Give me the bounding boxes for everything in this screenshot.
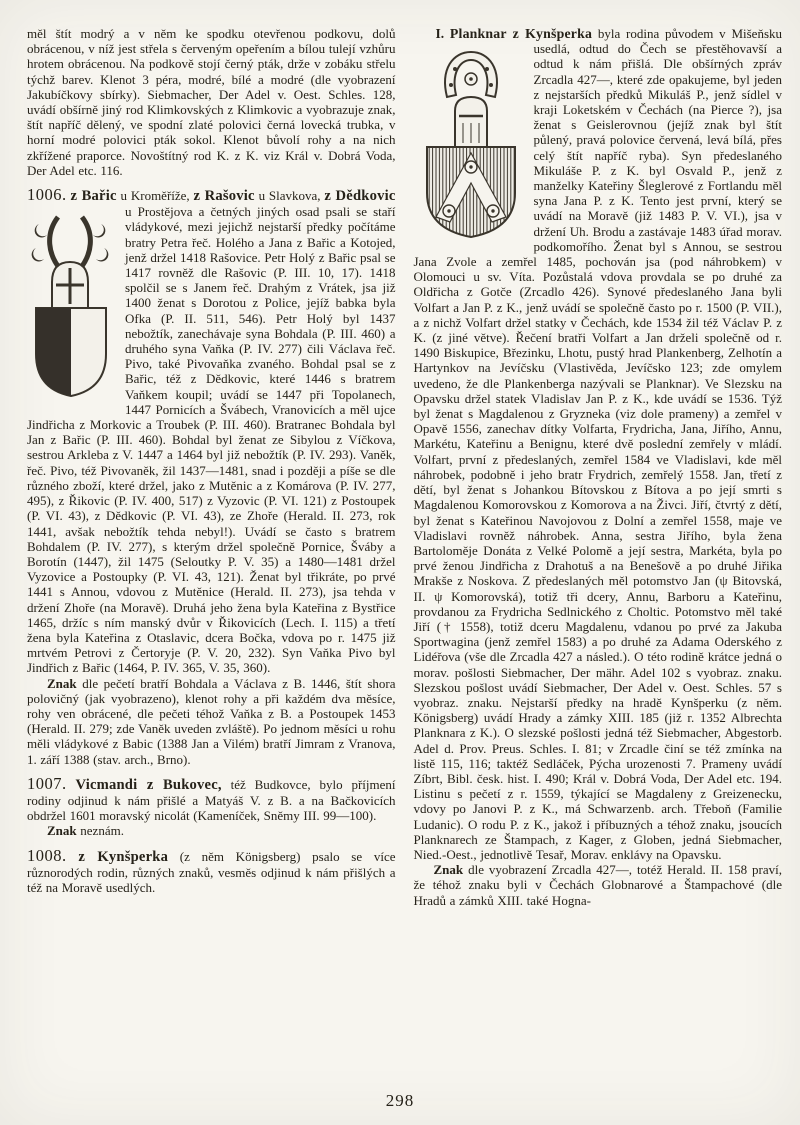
entry-lead-text: byla rodina původem	[592, 26, 714, 41]
entry-body-text: též Budkovce, bylo příjmení rodiny odjinud k nám přišlé a Matyáš V. z B. a na Bačkovicích obdržel 1601 moravský nicolát (Kameníček, Sněmy III. 99—100).	[27, 776, 396, 824]
family-name-dedkovice: z Dědkovic	[324, 188, 396, 205]
family-name-vicmandi: Vicmandi z Bukovec,	[75, 776, 222, 793]
barice-coat-of-arms-figure	[27, 208, 115, 400]
entry-text: u Slavkova,	[254, 188, 321, 204]
entry-number: 1007.	[27, 773, 67, 793]
coat-of-arms-halved-shield-icon	[27, 208, 115, 400]
roman-numeral: I.	[435, 26, 445, 41]
left-column	[27, 26, 396, 908]
entry-body-text: (z něm Königsberg) psalo se více různorodých rodin, různých znaků, vesměs odjinud k nám přišlých a též na Moravě usedlých.	[27, 848, 396, 895]
znak-label: Znak	[47, 675, 77, 691]
znak-paragraph-1006	[27, 676, 396, 767]
znak-paragraph-1007	[27, 823, 396, 838]
page-number: 298	[385, 1091, 415, 1110]
family-name-barice: z Bařic	[70, 188, 117, 205]
entry-1006	[27, 187, 396, 676]
entry-1008	[27, 845, 396, 896]
entry-text: u Kroměříže,	[116, 188, 194, 204]
coat-of-arms-chevron-roses-icon	[418, 45, 524, 241]
paragraph-continuation: měl štít modrý a v něm ke spodku otevřenou podkovu, dolů obrácenou, v níž jest střela s červeným opeřením a bílou tulejí vzhůru hrotem obrácenou. Na podkově stojí černý pták, drže v zobáku střelu týchž barev. Klenot 3 péra, modré, bílé a modré (dle vyobrazení Jakubíčkovy sbírky). Siebmacher, Der Adel v. Oest. Schles. 128, uvádí obšírně jiný rod Klimkovských z Klimkovic a vyobrazuje znak, štít napříč dělený, ve spodní zlaté polovici černá lovecká trubka, v horní modré polovici pták sokol. Klenot bůvolí rohy a na nich zkřížené praporce. Novoštítný rod K. z K. viz Král v. Dobrá Voda, Der Adel etc. 116.	[27, 26, 396, 178]
entry-number: 1006.	[27, 185, 67, 205]
family-name-kynsperk: z Kynšperka	[78, 848, 169, 865]
entry-body-text: v Mišeňsku usedlá, odtud do Čech se přestěhovavší a odtud k nám přišlá. Dle obšírných zpráv Zrcadla 427—, které zde opakujeme, byl jeden z nejstarších předků Mikuláš P., jenž sídlel v kraji Loketském v Čechách (na Pierce ?), jsa ženat s Geislerovnou (jejíž znak byl štít půlený, pravá polovice červená, levá bílá, přes celý štít napříč ryba). Syn předeslaného Mikuláše P. z K. byl Osvald P., jenž z manželky Kateřiny Šleglerové z Fortlandu měl syna Jana P. z K. Tento jest první, který se uvádí na Moravě (již 1483 P. V. VI.), jsa v držení Uh. Brodu a zastávaje 1483 úřad morav. podkomořího. Ženat byl s Annou, se sestrou Jana Zvole a zemřel 1485, pochován jsa (pod náhrobkem) v Olomouci u sv. Víta. Pozůstalá vdova provdala se po druhé za Oldřicha z Gotče (Zrcadlo 426). Synové předeslaného Jana byli Volfart a Jan P. z K., jenž uvádí se společně často po r. 1500 (P. VII.), a z nichž Volfart držel statky v Čechách, kde 1534 žil též Václav P. z K. (z jiné větve). Řečení bratři Volfart a Jan drželi společně od r. 1490 Biskupice, Březinku, Lhotu, pustý hrad Plankenberg, Zelhotín a Hartynkov na Jevíčsku (Vlastivěda, Jevíčsko 123; zde omylem uvedeno, že dle Plankenberga nazývali se Planknar). Ve Slezsku na Opavsku držel statek Vladislav Jan P. z K., kde uvádí se 1536. Týž byl ženat s Magdalenou z Gryzneka (viz dole prameny) a zemřel v Opavě 1556, zanechav dítky Volfarta, Frydricha, Jana, Jiřího, Annu, Markétu, Kateřinu a Benignu, které dvě poslední zemřely v mládí. Volfart, první z předeslaných, zemřel 1584 ve Vladislavi, kde měl náhrobek, podobně i jeho bratr Frydrich, zemřelý 1558. Jan, třetí z dětí, byl ženat s Johankou Bítovskou z Bítova a po její smrti s Magdalenou Komorovskou z Komorova a na Živci. Jiří, čtvrtý z dětí, byl ženat s Kateřinou Navojovou z Dolní a zemřel 1558, maje ve Vladislavi rovněž náhrobek. Anna, sestra Jiřího, byla žena Bartoloměje Donáta z Velké Polomě a její sestra, Markéta, byla po prvé ženou Jindřicha z Drahotuš a na Benešově a po druhé Jiřika Mrakše z Noskova. Z předeslaných měl potomstvo Jan (ψ Bitovská, II. ψ Komorovská), totiž tři dcery, Annu, Barboru a Kateřinu, provdanou za Frydricha Sedlnického z Choltic. Potomstvo měl také Jiří († 1558), totiž dceru Magdalenu, vdanou po prvé za Jakuba Sportwagina (jenž zemřel 1583) a po druhé za Adama Oderského z Lidéřova (vše dle Zrcadla 427 a násled.). O této rodině krátce jedná o morav. pošlosti Siebmacher, Der mähr. Adel 102 s vyobraz. znaku. Slezskou pošlost uvádí Siebmacher, Der Adel v. Oest. Schles. 57 s vyobraz. znaku. Nejstarší předky na hradě Kynšperku (z něm. Königsberg) uvádí Hrady a zámky XIII. 185 (již r. 1352 Albrechta Planknara z K.). O slezské pošlosti jedná též Siebmacher, Abgestorb. Adel d. Prov. Preus. Schles. I. 81; v Zrcadle činí se též zmínka na listě 115, 116; taktéž Sedláček, Pýcha urozenosti 7. Prameny uvádí Zíbrt, Bibl. česk. hist. I. 490; Král v. Dobrá Voda, Der Adel etc. 194. Listinu s pečetí z r. 1559, týkající se Magdaleny z Greizenecku, vdovy po Janovi P. z K., má Schwarzenb. arch. Třeboň (Familie Ludanic). O rodu P. z K., jakož i příbuzných a téhož znaku, jsoucích Planknarech ze Štampach, z Kager, z Globen, jedná Siebmacher, Nied.-Oest., jednotlivě Tesař, Morav. enklávy na Opavsku.	[413, 26, 782, 862]
znak-paragraph-planknar	[414, 862, 783, 908]
entry-1007	[27, 773, 396, 824]
znak-label: Znak	[433, 862, 464, 878]
entry-number: 1008.	[27, 845, 67, 865]
entry-body-text: u Prostějova a četných jiných osad psali se staří vládykové, mezi jejichž nejstarší předky počítáme bratry Petra řeč. Holého a Jana z Bařic a Kotojed, jenž držel 1418 Rašovice. Petr Holý z Bařic psal se 1417 rovněž dle Rašovic (P. III. 10, 17). 1418 spolčil se s Janem řeč. Drahým z Vrátek, jsa již 1400 ženat s Dorotou z Police, jejíž babka byla Ofka (P. II. 511, 546). Petr Holý byl 1437 nebožtík, zanechávaje syna Bohdala (P. III. 460) a druhého syna Vaňka (P. IV. 277) čili Václava řeč. Pivo, také Pivovaňka zvaného. Bohdal psal se z Bařic, též z Dědkovic, které 1446 s bratrem Vaňkem koupil; uvádí se 1447 při Topolanech, 1447 Pornicích a Švábech, Vranovicích a měl ujce Jindřicha z Morkovic a Troubek (P. III. 460). Bratranec Bohdala byl Jan z Bařic (P. III. 460). Bohdal byl ženat ze Sibylou z Víčkova, sestrou Arkleba z V. 1447 a 1464 byl již nebožtík (P. IV. 293). Vaněk, řeč. Pivo, též Pivovaněk, žil 1437—1481, snad i později a píše se dle různého zboží, které držel, jako z Mutěnic a z Komárova (P. IV. 277, 495), z Řikovic (P. IV. 400, 517) z Vyzovic (P. VI. 121) z Postoupek (P. VI. 43), z Dědkovic (P. VI. 43), ze Zhoře (Herald. II. 273, rok 1441, avšak nebožtík tehda nebyl!). Uvádí se často s bratrem Bohdalem (P. IV. 277), s kterým držel společně Pornice, Šváby a Borotín (1447), žil 1475 (Seloutky P. V. 35) a 1480—1481 držel Vyzovice a Postoupky (P. VI. 43, 121). Ženat byl třikráte, po prvé 1441 s Annou, vdovou z Mutěnice (Herald. II. 273), jsa tehda v držení Zhoře (na Moravě). Druhá jeho žena byla Kateřina z Bystřice 1465, držíc s ním manský dvůr v Řikovicích (Lech. I. 115) a třetí žena byla Kateřina z Otaslavic, dcera Bočka, vdova po r. 1475 již mrtvém Petrovi z Čertoryje (P. V. 20, 232). Syn Vaňka Pivo byl Jindřich z Bařic (1464, P. IV. 365, V. 35, 360).	[27, 204, 396, 676]
entry-planknar	[414, 26, 783, 862]
znak-text: dle pečetí bratří Bohdala a Václava z B. 1446, štít shora polovičný (jak vyobrazeno), klenot rohy a při každém dva měsíce, rohy ven obrácené, dle pečeti téhož Vaňka z B. a Postoupek 1453 (Herald. II. 279; zde Vaněk uveden zvláště). Po jednom měsíci u rohu měli vládykové z Babic (1388 Jan a Vilém) bratří Jimram z Vranova, 1. září 1388 (stav. arch., Brno).	[27, 675, 396, 767]
family-name-rasovice: z Rašovic	[193, 188, 255, 205]
znak-text: dle vyobrazení Zrcadla 427—, totéž Herald. II. 158 praví, že téhož znaku byli v Čechách Globnarové a Štampachové (dle Hradů a zámků XIII. také Hogna-	[413, 862, 782, 908]
planknar-coat-of-arms-figure	[418, 45, 524, 241]
family-name-planknar: Planknar z Kynšperka	[449, 26, 593, 41]
znak-label: Znak	[47, 823, 77, 839]
znak-text: neznám.	[76, 823, 124, 839]
right-column	[414, 26, 783, 908]
